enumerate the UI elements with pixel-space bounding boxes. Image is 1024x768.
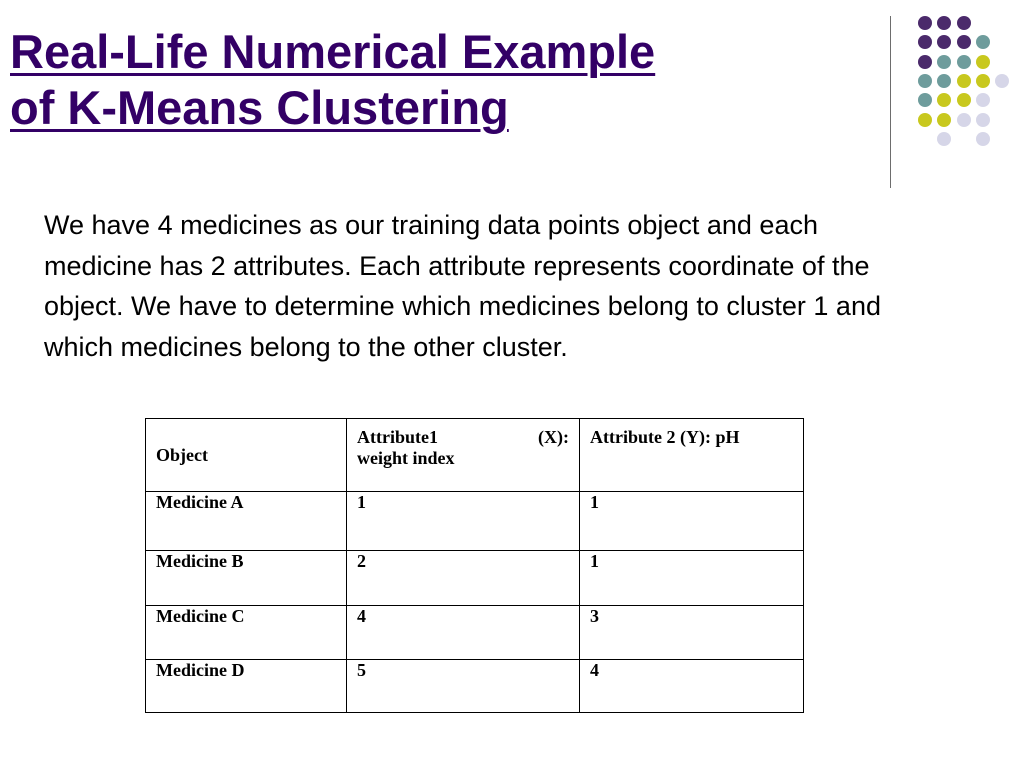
cell-object: Medicine D — [146, 660, 347, 713]
decorative-dot — [976, 35, 990, 49]
decorative-dot — [937, 16, 951, 30]
decorative-dot — [937, 35, 951, 49]
cell-object: Medicine B — [146, 551, 347, 606]
decorative-dot — [995, 74, 1009, 88]
decorative-dot — [957, 35, 971, 49]
header-attribute-1-desc: weight index — [357, 448, 455, 468]
decorative-dot — [957, 93, 971, 107]
decorative-dot — [918, 16, 932, 30]
decorative-dot — [937, 93, 951, 107]
header-attribute-1 — [347, 419, 580, 492]
cell-object: Medicine A — [146, 492, 347, 551]
title-line-1: Real-Life Numerical Example — [10, 25, 656, 78]
cell-y: 4 — [580, 660, 804, 713]
decorative-dot — [918, 35, 932, 49]
table-row — [146, 492, 804, 551]
slide-title — [10, 24, 655, 136]
medicine-table — [145, 418, 804, 713]
decorative-dot — [957, 55, 971, 69]
table-row — [146, 551, 804, 606]
decorative-dot — [918, 55, 932, 69]
decorative-dot — [976, 93, 990, 107]
decorative-dot — [937, 55, 951, 69]
header-attribute-1-label: Attribute1 — [357, 427, 438, 447]
table-row — [146, 660, 804, 713]
title-line-2: of K-Means Clustering — [10, 81, 509, 134]
decorative-dot — [976, 113, 990, 127]
cell-object: Medicine C — [146, 606, 347, 660]
decorative-dot — [976, 132, 990, 146]
decorative-dot — [937, 113, 951, 127]
decorative-dot — [957, 16, 971, 30]
cell-y: 1 — [580, 551, 804, 606]
decorative-dot — [976, 74, 990, 88]
table-row — [146, 606, 804, 660]
table-header-row — [146, 419, 804, 492]
decorative-dot — [937, 74, 951, 88]
header-object: Object — [146, 419, 347, 492]
cell-x: 2 — [347, 551, 580, 606]
decorative-dot — [957, 74, 971, 88]
divider-line — [890, 16, 891, 188]
cell-x: 5 — [347, 660, 580, 713]
body-paragraph: We have 4 medicines as our training data points object and each medicine has 2 attributes. Each attribute represents coordinate of the object. We have to determine which medicines belong to cluster 1 and which medicines belong to the other cluster. — [44, 210, 881, 362]
decorative-dot — [918, 74, 932, 88]
header-attribute-1-axis: (X): — [538, 427, 569, 447]
decorative-dot — [918, 113, 932, 127]
cell-x: 1 — [347, 492, 580, 551]
header-attribute-2: Attribute 2 (Y): pH — [580, 419, 804, 492]
decorative-dot — [976, 55, 990, 69]
decorative-dot — [957, 113, 971, 127]
cell-x: 4 — [347, 606, 580, 660]
decorative-dot — [937, 132, 951, 146]
decorative-dot — [918, 93, 932, 107]
cell-y: 1 — [580, 492, 804, 551]
cell-y: 3 — [580, 606, 804, 660]
